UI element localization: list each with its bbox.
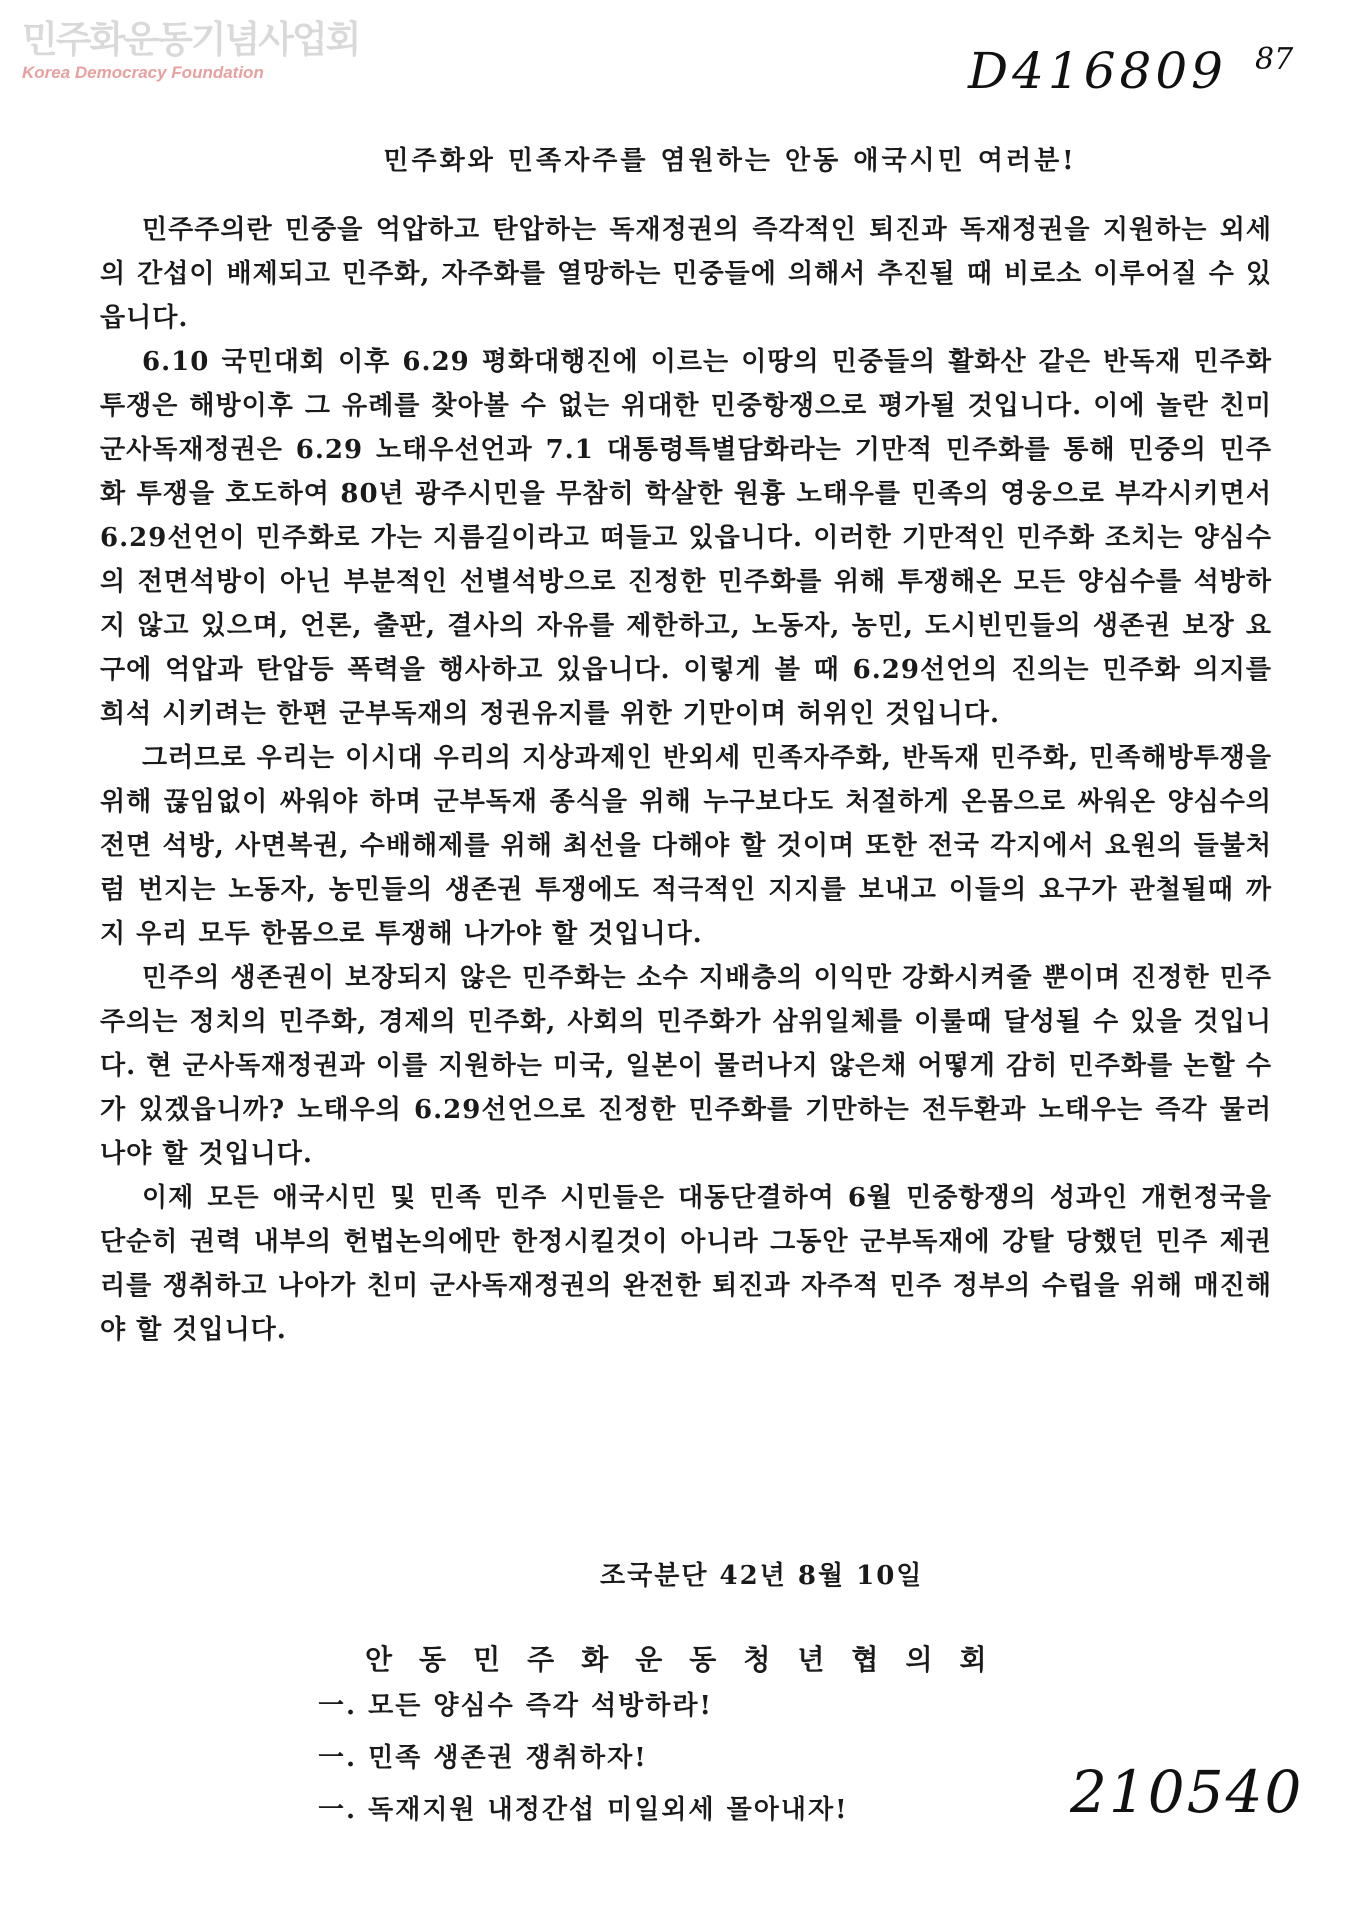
leaflet-date: 조국분단 42년 8월 10일 [600, 1561, 924, 1591]
body-paragraph: 6.10 국민대회 이후 6.29 평화대행진에 이르는 이땅의 민중들의 활화산 같은 반독재 민주화 투쟁은 해방이후 그 유례를 찾아볼 수 없는 위대한 민중항쟁으로 평가될 것입니다. 이에 놀란 친미군사독재정권은 6.29 노태우선언과 7.1 대통령특별담화라는 기만적 민주화를 통해 민중의 민주화 투쟁을 호도하여 80년 광주시민을 무참히 학살한 원흉 노태우를 민족의 영웅으로 부각시키면서 6.29선언이 민주화로 가는 지름길이라고 떠들고 있읍니다. 이러한 기만적인 민주화 조치는 양심수의 전면석방이 아닌 부분적인 선별석방으로 진정한 민주화를 위해 투쟁해온 모든 양심수를 석방하지 않고 있으며, 언론, 출판, 결사의 자유를 제한하고, 노동자, 농민, 도시빈민들의 생존권 보장 요구에 억압과 탄압등 폭력을 행사하고 있읍니다. 이렇게 볼 때 6.29선언의 진의는 민주화 의지를 희석 시키려는 한편 군부독재의 정권유지를 위한 기만이며 허위인 것입니다. [100, 347, 1272, 729]
watermark-english-name: Korea Democracy Foundation [22, 63, 264, 82]
slogan-item: 一. 민족 생존권 쟁취하자! [318, 1743, 648, 1773]
watermark-korean-name: 민주화운동기념사업회 [22, 18, 360, 61]
handwritten-page-number: 87 [1255, 42, 1294, 77]
handwritten-document-code: D416809 [968, 42, 1227, 100]
foundation-watermark [22, 20, 359, 82]
slogan-item: 一. 모든 양심수 즉각 석방하라! [318, 1691, 713, 1721]
slogan-list [318, 1680, 849, 1836]
slogan-item: 一. 독재지원 내정간섭 미일외세 몰아내자! [318, 1795, 849, 1825]
organization-name: 안동민주화운동청년협의회 [365, 1643, 1014, 1676]
body-paragraph: 민주의 생존권이 보장되지 않은 민주화는 소수 지배층의 이익만 강화시켜줄 뿐이며 진정한 민주주의는 정치의 민주화, 경제의 민주화, 사회의 민주화가 삼위일체를 이룰때 달성될 수 있을 것입니다. 현 군사독재정권과 이를 지원하는 미국, 일본이 물러나지 않은채 어떻게 감히 민주화를 논할 수가 있겠읍니까? 노태우의 6.29선언으로 진정한 민주화를 기만하는 전두환과 노태우는 즉각 물러나야 할 것입니다. [100, 963, 1272, 1169]
body-paragraph: 그러므로 우리는 이시대 우리의 지상과제인 반외세 민족자주화, 반독재 민주화, 민족해방투쟁을 위해 끊임없이 싸워야 하며 군부독재 종식을 위해 누구보다도 처절하게 온몸으로 싸워온 양심수의 전면 석방, 사면복권, 수배해제를 위해 최선을 다해야 할 것이며 또한 전국 각지에서 요원의 들불처럼 번지는 노동자, 농민들의 생존권 투쟁에도 적극적인 지지를 보내고 이들의 요구가 관철될때 까지 우리 모두 한몸으로 투쟁해 나가야 할 것입니다. [100, 743, 1272, 949]
body-paragraph: 이제 모든 애국시민 및 민족 민주 시민들은 대동단결하여 6월 민중항쟁의 성과인 개헌정국을 단순히 권력 내부의 헌법논의에만 한정시킬것이 아니라 그동안 군부독재에 강탈 당했던 민주 제권리를 쟁취하고 나아가 친미 군사독재정권의 완전한 퇴진과 자주적 민주 정부의 수립을 위해 매진해야 할 것입니다. [100, 1183, 1272, 1345]
body-paragraph: 민주주의란 민중을 억압하고 탄압하는 독재정권의 즉각적인 퇴진과 독재정권을 지원하는 외세의 간섭이 배제되고 민주화, 자주화를 열망하는 민중들에 의해서 추진될 때 비로소 이루어질 수 있읍니다. [100, 215, 1272, 333]
leaflet-title: 민주화와 민족자주를 염원하는 안동 애국시민 여러분! [383, 146, 1077, 176]
handwritten-archive-number: 210540 [1070, 1758, 1304, 1826]
leaflet-body [100, 208, 1272, 1352]
